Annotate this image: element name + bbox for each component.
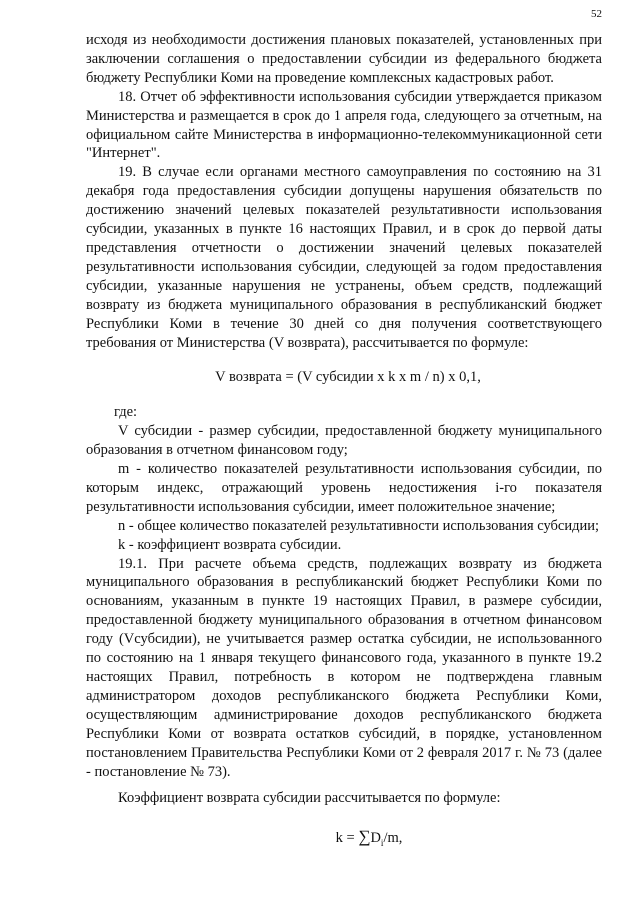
formula-k-lhs: k = [335,830,359,847]
page-number: 52 [591,8,602,20]
paragraph-18: 18. Отчет об эффективности использования субсидии утверждается приказом Министерства и размещается в срок до 1 апреля года, следующего за отчетным, на официальном сайте Министерства в информационно-телекоммуникационной сети "Интернет". [86,88,602,162]
formula-k-rest: /m, [383,830,403,847]
sum-symbol: ∑ [358,827,371,847]
definition-v: V субсидии - размер субсидии, предоставленной бюджету муниципального образования в отчетном финансовом году; [86,423,602,459]
formula-k-d: D [370,830,381,847]
definition-k: k - коэффициент возврата субсидии. [118,536,342,553]
document-body [86,31,602,853]
definition-m: m - количество показателей результативности использования субсидии, по которым индекс, отражающий уровень недостижения i-го показателя результативности использования субсидии, имеет положительное значение; [86,461,602,515]
formula-k-subscript: i [380,838,384,849]
where-label: где: [114,404,138,421]
paragraph-19-1: 19.1. При расчете объема средств, подлежащих возврату из бюджета муниципального образования в республиканский бюджет Республики Коми по основаниям, указанным в пункте 19 настоящих Правил, в размере субсидии, предоставленной бюджету муниципального образования в отчетном финансовом году (Vсубсидии), не учитывается размер остатка субсидии, не использованного по состоянию на 1 января текущего финансового года, указанного в пункте 19.2 настоящих Правил, потребность в котором не подтверждена главным администратором доходов республиканского бюджета Республики Коми, осуществляющим администрирование доходов республиканского бюджета Республики Коми от возврата остатков субсидий, в порядке, установленном постановлением Правительства Республики Коми от 2 февраля 2017 г. № 73 (далее - постановление № 73). [86,555,602,780]
paragraph-coefficient: Коэффициент возврата субсидии рассчитывается по формуле: [118,790,501,807]
paragraph-19: 19. В случае если органами местного самоуправления по состоянию на 31 декабря года предоставления субсидии допущены нарушения обязательств по достижению значений целевых показателей результативности использования субсидии, указанных в пункте 16 настоящих Правил, и в срок до первой даты представления отчетности о достижении значений целевых показателей результативности использования субсидии, следующей за годом предоставления субсидии, указанные нарушения не устранены, объем средств, подлежащий возврату из бюджета муниципального образования в республиканский бюджет Республики Коми в течение 30 дней со дня получения соответствующего требования от Министерства (V возврата), рассчитывается по формуле: [86,164,602,351]
paragraph-continuation: исходя из необходимости достижения плановых показателей, установленных при заключении соглашения о предоставлении субсидии из федерального бюджета бюджету Республики Коми на проведение комплексных кадастровых работ. [86,32,602,86]
definition-n: n - общее количество показателей результативности использования субсидии; [118,517,600,534]
formula-v-return: V возврата = (V субсидии x k x m / n) x 0,1, [215,369,481,386]
formula-k [86,828,602,853]
